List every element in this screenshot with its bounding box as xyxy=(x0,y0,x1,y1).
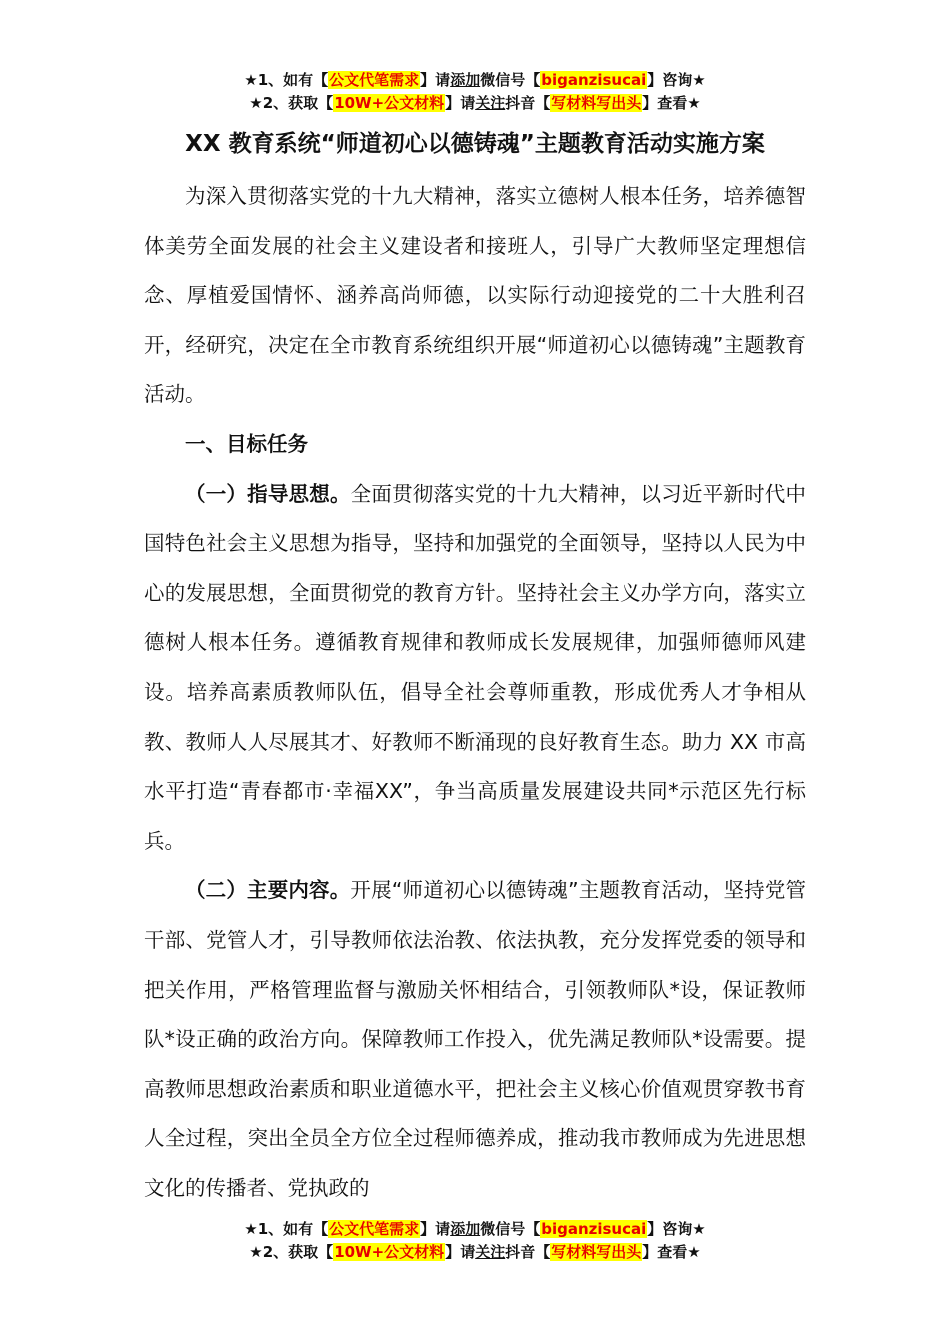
promo-footer-line-2 xyxy=(0,1242,950,1265)
promo-line2-highlight-materials: 10W+公文材料 xyxy=(334,94,445,112)
promo-footer-line1-prefix: ★1、如有【 xyxy=(244,1220,329,1238)
promo-line1-underlined: 添加 xyxy=(450,71,481,89)
promo-line-1 xyxy=(0,70,950,93)
promo-footer-line2-underlined: 关注 xyxy=(475,1243,506,1261)
promo-line1-mid2: 微信号【 xyxy=(480,71,541,89)
promo-footer-line-1 xyxy=(0,1219,950,1242)
promo-line1-highlight-service: 公文代笔需求 xyxy=(329,71,420,89)
item2-text: 开展“师道初心以德铸魂”主题教育活动，坚持党管干部、党管人才，引导教师依法治教、依法执教，充分发挥党委的领导和把关作用，严格管理监督与激励关怀相结合，引领教师队*设，保证教师队*设正确的政治方向。保障教师工作投入，优先满足教师队*设需要。提高教师思想政治素质和职业道德水平，把社会主义核心价值观贯穿教书育人全过程，突出全员全方位全过程师德养成，推动我市教师成为先进思想文化的传播者、党执政的 xyxy=(144,878,806,1200)
promo-header xyxy=(0,70,950,116)
promo-line2-prefix: ★2、获取【 xyxy=(249,94,334,112)
promo-line2-mid2: 抖音【 xyxy=(505,94,551,112)
promo-footer-line1-highlight-service: 公文代笔需求 xyxy=(329,1220,420,1238)
promo-footer-line2-suffix: 】查看★ xyxy=(642,1243,701,1261)
intro-paragraph: 为深入贯彻落实党的十九大精神，落实立德树人根本任务，培养德智体美劳全面发展的社会主义建设者和接班人，引导广大教师坚定理想信念、厚植爱国情怀、涵养高尚师德，以实际行动迎接党的二十大胜利召开，经研究，决定在全市教育系统组织开展“师道初心以德铸魂”主题教育活动。 xyxy=(144,184,806,407)
promo-footer-line2-highlight-douyin: 写材料写出头 xyxy=(551,1243,642,1261)
promo-footer-line1-highlight-wechat: biganzisucai xyxy=(541,1220,647,1238)
promo-footer-line1-mid1: 】请 xyxy=(420,1220,451,1238)
promo-footer-line1-underlined: 添加 xyxy=(450,1220,481,1238)
promo-footer-line2-prefix: ★2、获取【 xyxy=(249,1243,334,1261)
item2-label: （二）主要内容。 xyxy=(185,878,351,903)
promo-line2-underlined: 关注 xyxy=(475,94,506,112)
item1-text: 全面贯彻落实党的十九大精神，以习近平新时代中国特色社会主义思想为指导，坚持和加强党的全面领导，坚持以人民为中心的发展思想，全面贯彻党的教育方针。坚持社会主义办学方向，落实立德树人根本任务。遵循教育规律和教师成长发展规律，加强师德师风建设。培养高素质教师队伍，倡导全社会尊师重教，形成优秀人才争相从教、教师人人尽展其才、好教师不断涌现的良好教育生态。助力 XX 市高水平打造“青春都市·幸福XX”，争当高质量发展建设共同*示范区先行标兵。 xyxy=(144,481,806,853)
promo-line1-suffix: 】咨询★ xyxy=(647,71,706,89)
promo-line2-mid1: 】请 xyxy=(445,94,476,112)
document-title: XX 教育系统“师道初心以德铸魂”主题教育活动实施方案 xyxy=(185,131,765,157)
promo-line1-highlight-wechat: biganzisucai xyxy=(541,71,647,89)
promo-line2-suffix: 】查看★ xyxy=(642,94,701,112)
promo-line1-prefix: ★1、如有【 xyxy=(244,71,329,89)
promo-footer-line1-mid2: 微信号【 xyxy=(480,1220,541,1238)
promo-line-2 xyxy=(0,93,950,116)
promo-footer-line2-mid2: 抖音【 xyxy=(505,1243,551,1261)
section-heading-goals: 一、目标任务 xyxy=(185,431,308,456)
document-body xyxy=(144,172,806,1213)
promo-footer-line2-highlight-materials: 10W+公文材料 xyxy=(334,1243,445,1261)
promo-footer-line2-mid1: 】请 xyxy=(445,1243,476,1261)
paragraph-main-content xyxy=(144,866,806,1213)
item1-label: （一）指导思想。 xyxy=(185,481,351,506)
promo-line1-mid1: 】请 xyxy=(420,71,451,89)
paragraph-guiding-thought xyxy=(144,470,806,867)
promo-line2-highlight-douyin: 写材料写出头 xyxy=(551,94,642,112)
promo-footer xyxy=(0,1219,950,1265)
promo-footer-line1-suffix: 】咨询★ xyxy=(647,1220,706,1238)
